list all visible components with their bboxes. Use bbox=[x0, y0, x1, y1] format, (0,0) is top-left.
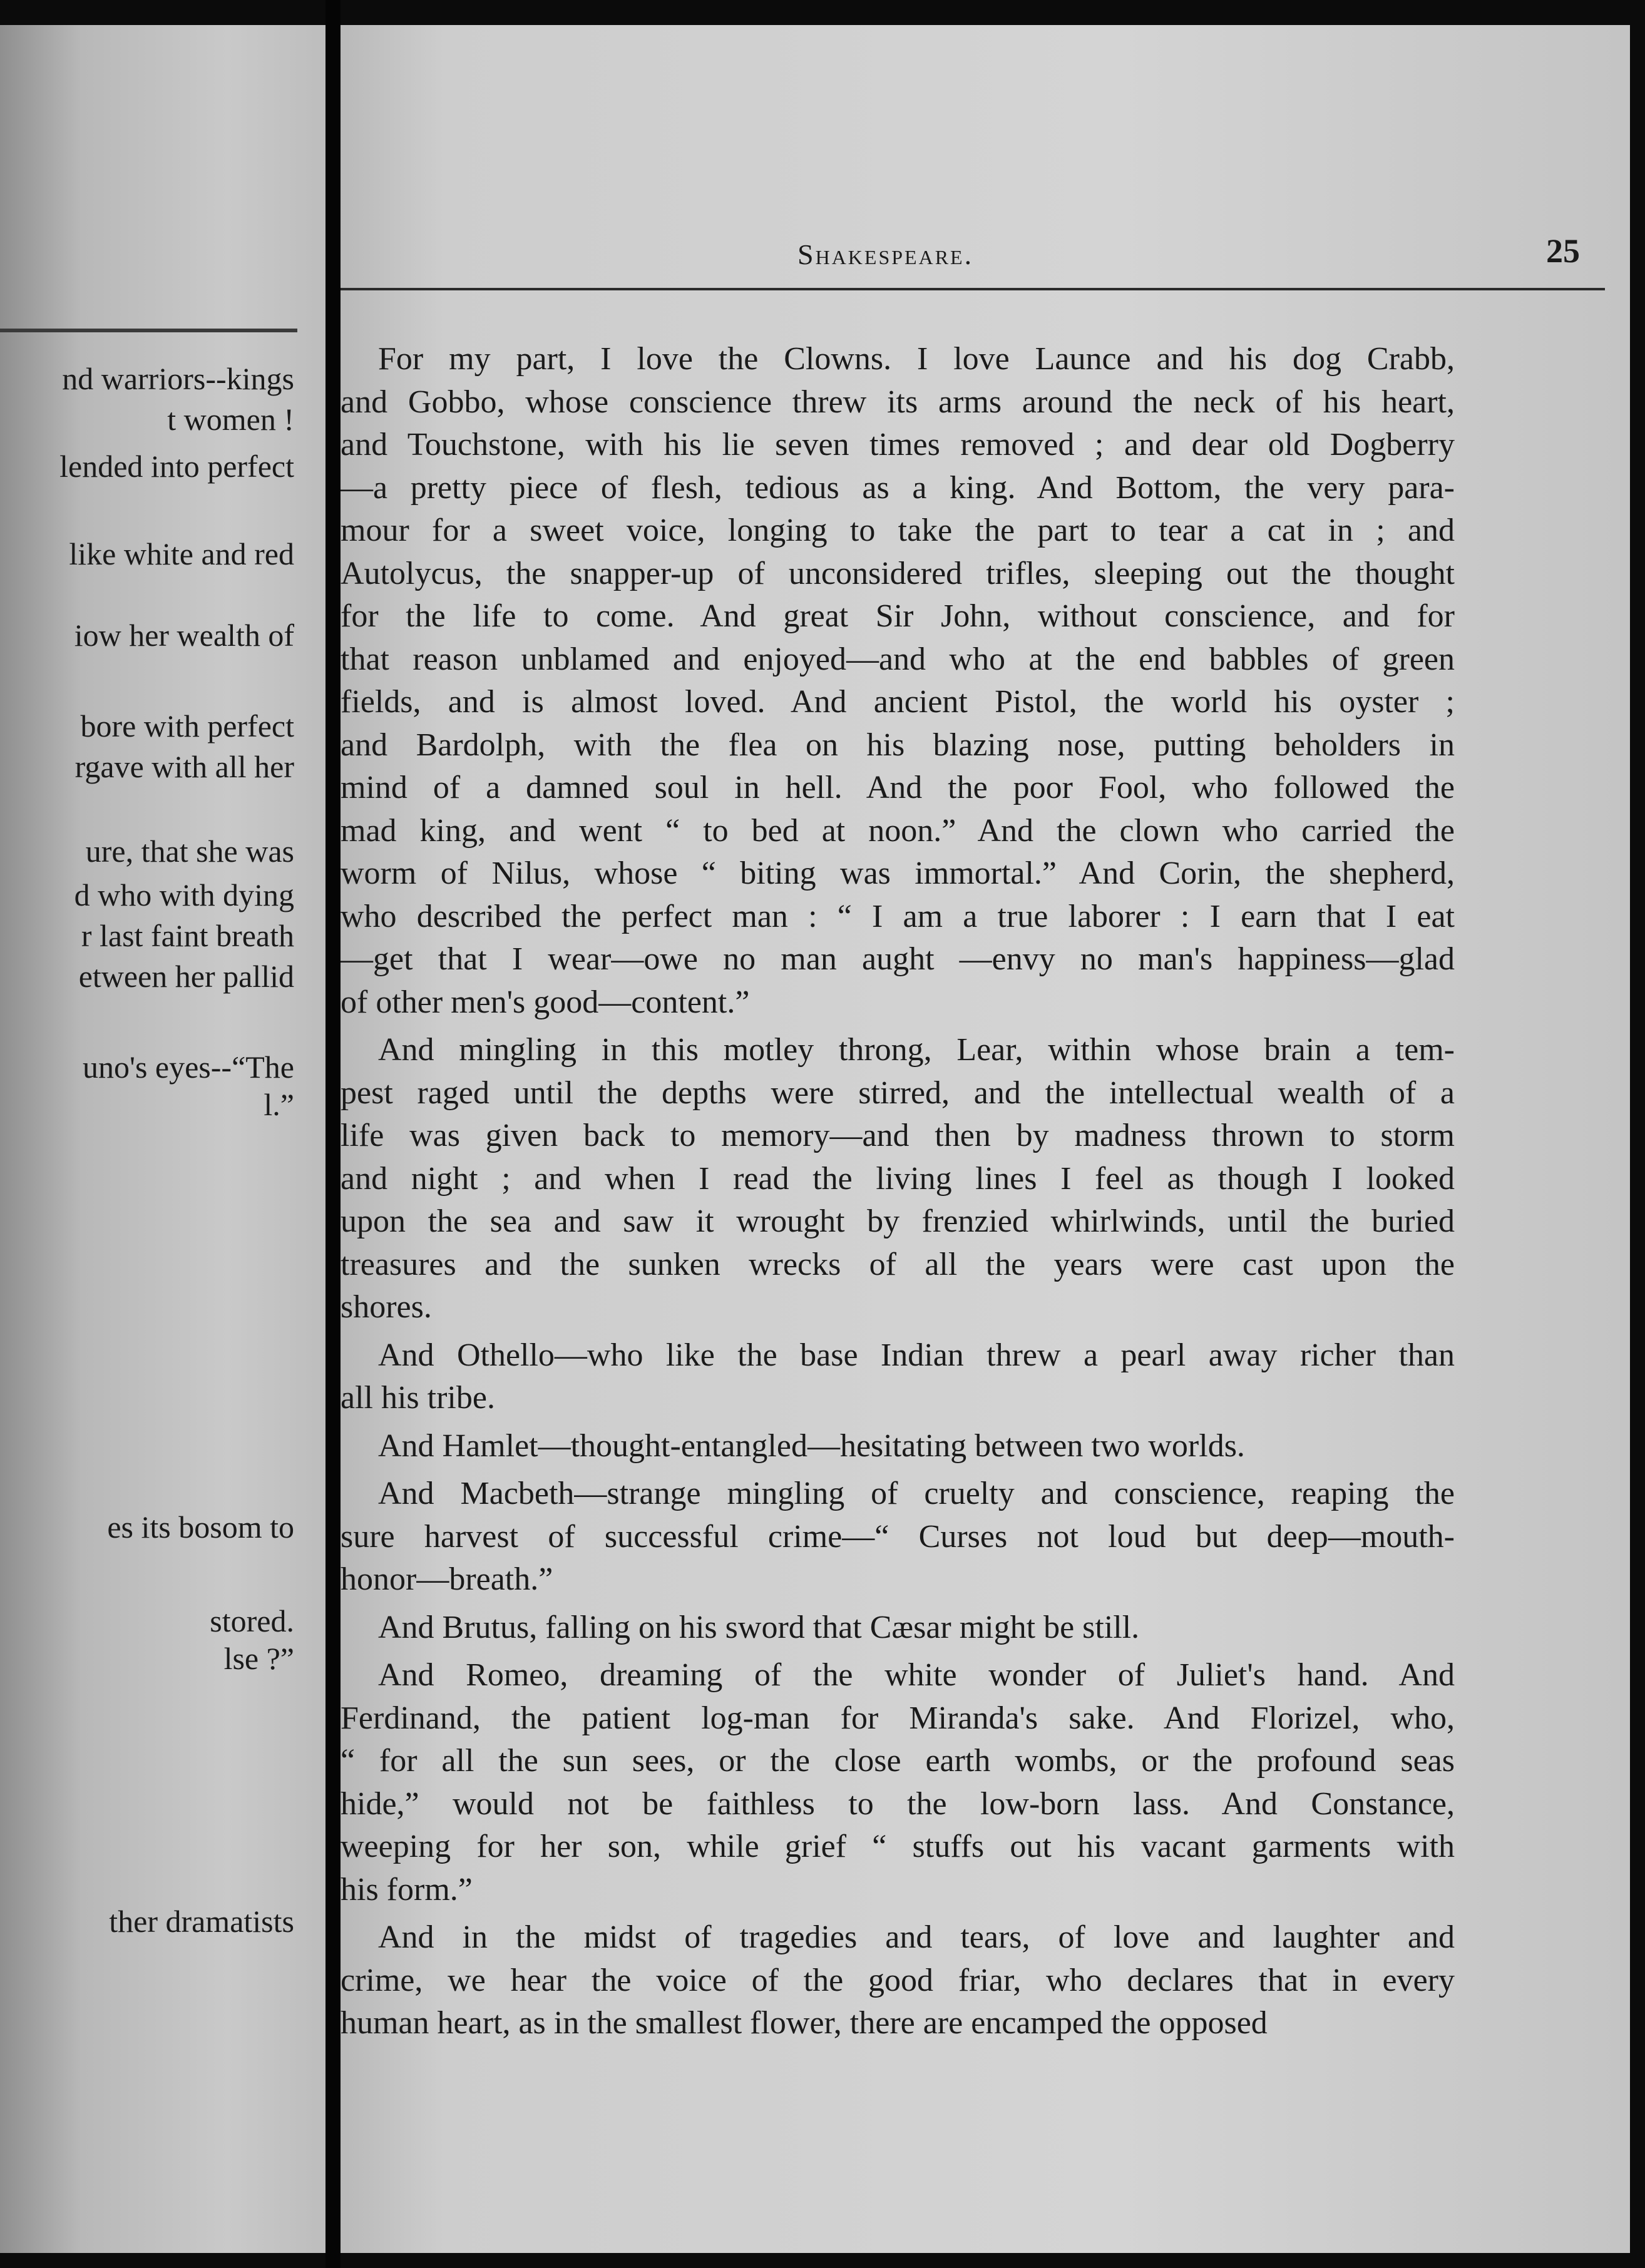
left-page-line: uno's eyes--“The bbox=[82, 1050, 294, 1085]
text-line: that reason unblamed and enjoyed—and who at the end babbles of green bbox=[341, 641, 1455, 677]
text-line: and Bardolph, with the flea on his blazing nose, putting beholders in bbox=[341, 727, 1455, 763]
scan-edge bbox=[1630, 0, 1645, 2268]
left-page-line: rgave with all her bbox=[74, 749, 294, 784]
left-page-line: t women ! bbox=[167, 402, 294, 437]
text-line: And Macbeth—strange mingling of cruelty and conscience, reaping the bbox=[378, 1476, 1455, 1511]
text-line: of other men's good—content.” bbox=[341, 984, 750, 1020]
left-page-line: iow her wealth of bbox=[74, 618, 294, 653]
text-line: worm of Nilus, whose “ biting was immortal.” And Corin, the shepherd, bbox=[341, 856, 1455, 891]
page-number: 25 bbox=[1546, 232, 1580, 270]
text-line: life was given back to memory—and then by madness thrown to storm bbox=[341, 1118, 1455, 1153]
text-line: And mingling in this motley throng, Lear, within whose brain a tem- bbox=[378, 1032, 1455, 1068]
text-line: who described the perfect man : “ I am a true laborer : I earn that I eat bbox=[341, 898, 1455, 934]
text-line: —get that I wear—owe no man aught —envy no man's happiness—glad bbox=[341, 941, 1455, 977]
text-line: upon the sea and saw it wrought by frenzied whirlwinds, until the buried bbox=[341, 1203, 1455, 1239]
text-line: hide,” would not be faithless to the low-born lass. And Constance, bbox=[341, 1785, 1455, 1822]
left-page-line: ther dramatists bbox=[109, 1904, 294, 1939]
text-line: and Gobbo, whose conscience threw its arms around the neck of his heart, bbox=[341, 384, 1455, 420]
paragraph bbox=[341, 1473, 1455, 1601]
text-line: human heart, as in the smallest flower, there are encamped the opposed bbox=[341, 2005, 1268, 2041]
text-line: fields, and is almost loved. And ancient Pistol, the world his oyster ; bbox=[341, 684, 1455, 720]
left-page-line: d who with dying bbox=[74, 877, 294, 912]
text-line: mour for a sweet voice, longing to take the part to tear a cat in ; and bbox=[341, 513, 1455, 548]
book-gutter bbox=[325, 0, 341, 2268]
text-line: honor—breath.” bbox=[341, 1561, 553, 1597]
paragraph bbox=[341, 338, 1455, 1024]
text-line: crime, we hear the voice of the good friar, who declares that in every bbox=[341, 1962, 1455, 1998]
text-line: For my part, I love the Clowns. I love Launce and his dog Crabb, bbox=[378, 341, 1455, 377]
text-line: Ferdinand, the patient log-man for Miranda's sake. And Florizel, who, bbox=[341, 1700, 1455, 1736]
paragraph bbox=[341, 1425, 1455, 1468]
left-page-fragment bbox=[0, 25, 325, 2253]
left-page-line: etween her pallid bbox=[78, 959, 294, 994]
text-line: —a pretty piece of flesh, tedious as a king. And Bottom, the very para- bbox=[341, 469, 1455, 506]
left-page-line: r last faint breath bbox=[81, 918, 294, 953]
left-page-line: lse ?” bbox=[223, 1641, 294, 1676]
page-body bbox=[341, 338, 1455, 2050]
text-line: “ for all the sun sees, or the close earth wombs, or the profound seas bbox=[341, 1743, 1455, 1779]
header-rule bbox=[341, 288, 1605, 290]
left-page-line: l.” bbox=[264, 1087, 294, 1122]
text-line: Autolycus, the snapper-up of unconsidered trifles, sleeping out the thought bbox=[341, 555, 1455, 591]
text-line: mind of a damned soul in hell. And the poor Fool, who followed the bbox=[341, 770, 1455, 805]
left-page-line: stored. bbox=[210, 1603, 294, 1638]
text-line: shores. bbox=[341, 1289, 432, 1325]
left-page-rule bbox=[0, 329, 297, 332]
paragraph bbox=[341, 1654, 1455, 1911]
text-line: weeping for her son, while grief “ stuffs out his vacant garments with bbox=[341, 1829, 1455, 1864]
text-line: And in the midst of tragedies and tears, of love and laughter and bbox=[378, 1919, 1455, 1955]
text-line: his form.” bbox=[341, 1871, 473, 1908]
left-page-line: like white and red bbox=[69, 536, 294, 571]
text-line: And Brutus, falling on his sword that Cæsar might be still. bbox=[378, 1609, 1140, 1645]
paragraph bbox=[341, 1334, 1455, 1420]
text-line: and Touchstone, with his lie seven times removed ; and dear old Dogberry bbox=[341, 427, 1455, 462]
text-line: mad king, and went “ to bed at noon.” And the clown who carried the bbox=[341, 812, 1455, 849]
left-page-line: lended into perfect bbox=[59, 449, 294, 484]
running-head: Shakespeare. bbox=[797, 238, 974, 270]
right-page bbox=[341, 25, 1630, 2253]
paragraph bbox=[341, 1606, 1455, 1650]
text-line: And Hamlet—thought-entangled—hesitating between two worlds. bbox=[378, 1428, 1245, 1464]
left-page-line: nd warriors--kings bbox=[62, 361, 294, 396]
text-line: And Romeo, dreaming of the white wonder of Juliet's hand. And bbox=[378, 1657, 1455, 1693]
text-line: And Othello—who like the base Indian threw a pearl away richer than bbox=[378, 1337, 1455, 1373]
text-line: pest raged until the depths were stirred, and the intellectual wealth of a bbox=[341, 1075, 1455, 1111]
paragraph bbox=[341, 1916, 1455, 2045]
left-page-line: bore with perfect bbox=[80, 708, 294, 743]
text-line: treasures and the sunken wrecks of all the years were cast upon the bbox=[341, 1246, 1455, 1282]
paragraph bbox=[341, 1029, 1455, 1329]
left-page-line: es its bosom to bbox=[107, 1509, 294, 1545]
text-line: all his tribe. bbox=[341, 1380, 495, 1416]
text-line: and night ; and when I read the living lines I feel as though I looked bbox=[341, 1160, 1455, 1197]
text-line: for the life to come. And great Sir John, without conscience, and for bbox=[341, 598, 1455, 634]
left-page-line: ure, that she was bbox=[85, 834, 294, 869]
text-line: sure harvest of successful crime—“ Curses not loud but deep—mouth- bbox=[341, 1518, 1455, 1555]
